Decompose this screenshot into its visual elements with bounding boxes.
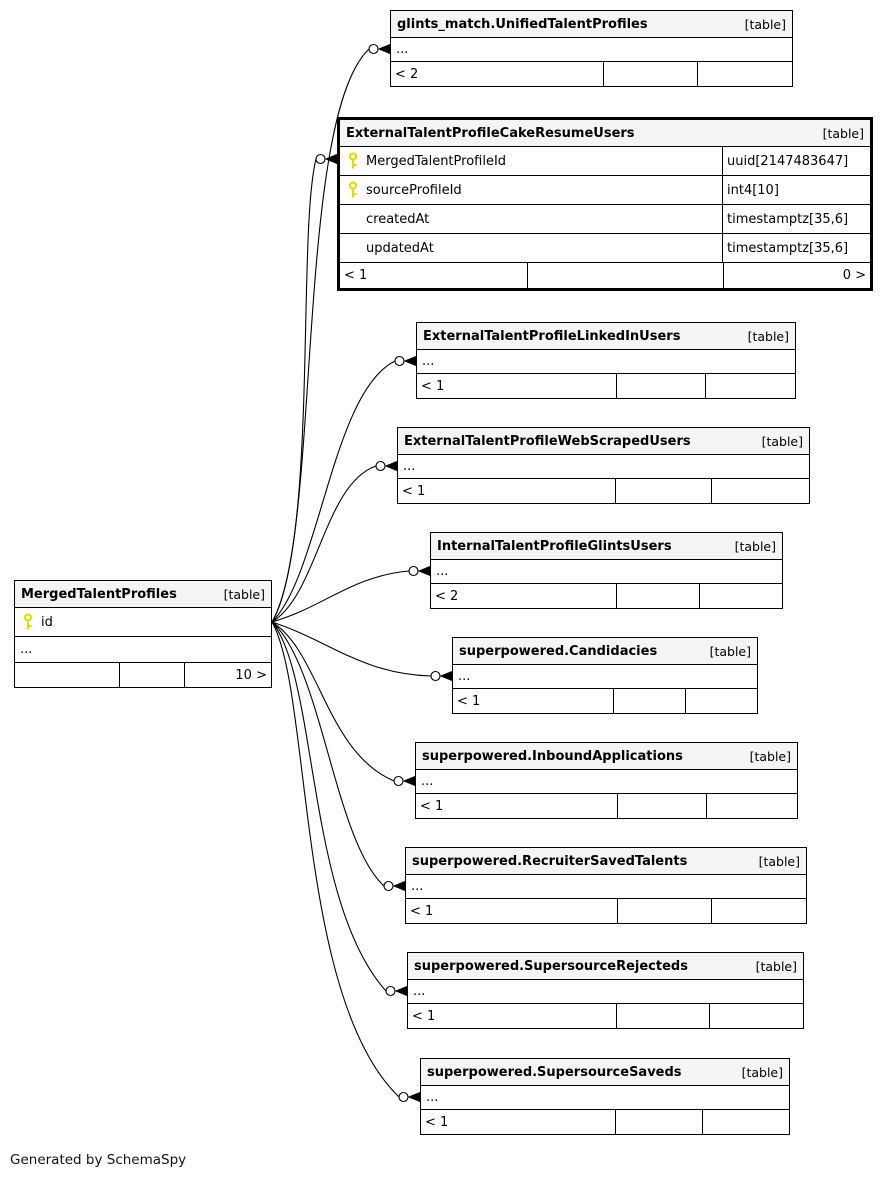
table-node-linkedinusers[interactable] [416,322,796,399]
column-row [340,205,870,234]
footer-cell [703,1110,789,1134]
columns-ellipsis: ... [406,875,806,899]
footer-cell [120,663,185,687]
columns-ellipsis: ... [416,770,797,794]
table-name: ExternalTalentProfileLinkedInUsers [423,328,681,344]
table-header [408,953,803,980]
cardinality-left: < 2 [431,584,617,608]
table-name: ExternalTalentProfileCakeResumeUsers [346,125,635,141]
cardinality-left: < 1 [408,1004,617,1028]
column-name: updatedAt [366,240,434,256]
cardinality-left: < 1 [406,899,618,923]
column-name: sourceProfileId [366,182,462,198]
column-row [340,176,870,205]
table-footer [391,62,792,86]
table-type-tag: [table] [758,853,800,869]
table-header [398,428,809,455]
table-node-webscrapedusers[interactable] [397,427,810,504]
column-name: createdAt [366,211,430,227]
table-name: superpowered.InboundApplications [422,748,683,764]
footer-cell [616,1110,702,1134]
table-header [340,120,870,147]
table-name: superpowered.SupersourceSaveds [427,1064,682,1080]
columns-ellipsis: ... [391,38,792,62]
table-footer [431,584,782,608]
table-node-mergedtalentprofiles[interactable] [14,580,272,688]
table-type-tag: [table] [709,643,751,659]
footer-cell [686,689,757,713]
table-name: InternalTalentProfileGlintsUsers [437,538,672,554]
table-name: glints_match.UnifiedTalentProfiles [397,16,648,32]
column-row [340,147,870,176]
table-type-tag: [table] [761,433,803,449]
table-footer [398,479,809,503]
table-type-tag: [table] [755,958,797,974]
table-header [15,581,271,608]
footer-cell [706,374,795,398]
table-type-tag: [table] [223,586,265,602]
footer-cell [15,663,120,687]
edge-glintsusers [272,571,409,622]
columns-ellipsis: ... [15,637,271,663]
footer-cell [712,899,806,923]
columns-ellipsis: ... [417,350,795,374]
edge-supersourcesaveds [272,622,399,1097]
cardinality-left: < 1 [453,689,614,713]
edge-candidacies [272,622,431,676]
footer-cell [617,1004,710,1028]
columns-ellipsis: ... [398,455,809,479]
edge-cakeresumeusers [272,159,316,622]
columns-ellipsis: ... [421,1086,789,1110]
table-type-tag: [table] [747,328,789,344]
footer-cell [618,794,708,818]
cardinality-left: < 1 [421,1110,616,1134]
footer-cell [700,584,782,608]
table-header [421,1059,789,1086]
cardinality-right: 10 > [235,667,267,683]
primary-key-icon [340,152,366,170]
table-name: superpowered.SupersourceRejecteds [414,958,688,974]
cardinality-left: < 1 [398,479,616,503]
cardinality-left: < 1 [417,374,617,398]
footer-cell [617,584,699,608]
table-type-tag: [table] [744,16,786,32]
table-node-recruitersavedtalents[interactable] [405,847,807,924]
footer-cell [707,794,797,818]
table-footer [408,1004,803,1028]
table-footer [453,689,757,713]
edge-recruitersavedtalents [272,622,384,886]
column-row [15,608,271,637]
footer-cell [698,62,792,86]
primary-key-icon [340,181,366,199]
table-header [416,743,797,770]
cardinality-left: < 1 [416,794,618,818]
table-name: superpowered.Candidacies [459,643,658,659]
table-node-glintsusers[interactable] [430,532,783,609]
table-footer [340,263,870,288]
footer-cell [710,1004,803,1028]
cardinality-left: < 1 [340,263,528,288]
table-header [431,533,782,560]
footer-cell [618,899,712,923]
columns-ellipsis: ... [453,665,757,689]
table-name: superpowered.RecruiterSavedTalents [412,853,688,869]
column-type: uuid[2147483647] [722,147,870,175]
table-footer [417,374,795,398]
column-row [340,234,870,263]
primary-key-icon [15,613,41,631]
table-name: MergedTalentProfiles [21,586,177,602]
table-footer [421,1110,789,1134]
table-footer [15,663,271,687]
table-type-tag: [table] [741,1064,783,1080]
generated-by-note: Generated by SchemaSpy [10,1152,187,1168]
table-header [406,848,806,875]
table-type-tag: [table] [734,538,776,554]
footer-cell [528,263,724,288]
column-name: MergedTalentProfileId [366,153,507,169]
table-node-candidacies[interactable] [452,637,758,714]
table-header [453,638,757,665]
column-type: timestamptz[35,6] [722,205,870,233]
cardinality-left: < 2 [391,62,604,86]
table-node-cakeresumeusers[interactable] [337,117,873,291]
column-type: timestamptz[35,6] [722,234,870,262]
table-type-tag: [table] [749,748,791,764]
footer-cell [617,374,706,398]
table-name: ExternalTalentProfileWebScrapedUsers [404,433,691,449]
table-node-unifiedtalentprofiles[interactable] [390,10,793,87]
footer-cell [616,479,713,503]
columns-ellipsis: ... [431,560,782,584]
column-type: int4[10] [722,176,870,204]
footer-cell [604,62,698,86]
table-header [391,11,792,38]
column-name: id [41,614,53,630]
table-header [417,323,795,350]
footer-cell [712,479,809,503]
table-node-supersourcesaveds[interactable] [420,1058,790,1135]
cardinality-right: 0 > [842,268,867,283]
edge-linkedinusers [272,361,395,622]
edge-webscrapedusers [272,466,376,622]
table-type-tag: [table] [822,125,864,141]
table-node-supersourcerejecteds[interactable] [407,952,804,1029]
table-node-inboundapplications[interactable] [415,742,798,819]
table-footer [406,899,806,923]
columns-ellipsis: ... [408,980,803,1004]
table-footer [416,794,797,818]
footer-cell [614,689,685,713]
